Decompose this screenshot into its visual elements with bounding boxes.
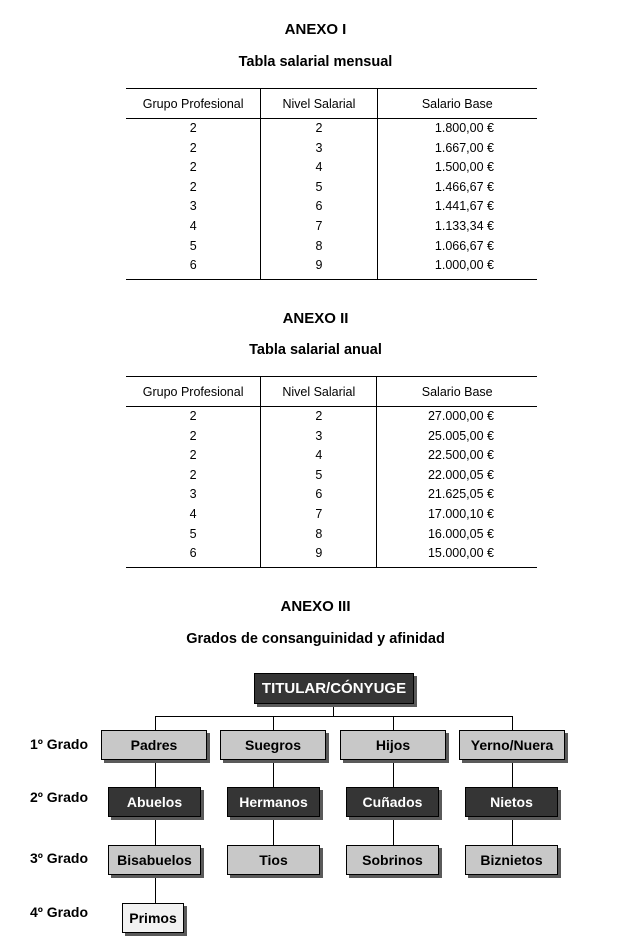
table-row (126, 158, 537, 178)
annex1-title: ANEXO I (284, 21, 347, 38)
node-hijos: Hijos (340, 730, 446, 760)
table-cell: 2 (189, 160, 197, 175)
table-cell: 5 (189, 238, 197, 253)
table-row (126, 178, 537, 198)
table-cell: 7 (261, 505, 377, 525)
table-cell: 4 (261, 158, 377, 178)
table-cell: 16.000,05 € (377, 525, 537, 545)
annex3-title: ANEXO III (280, 598, 351, 615)
node-abuelos: Abuelos (108, 787, 201, 817)
table-cell: 9 (261, 544, 377, 567)
connector-line (155, 817, 156, 845)
kinship-tree (0, 660, 631, 946)
monthly-salary-table (126, 88, 537, 280)
table-cell: 4 (261, 446, 377, 466)
annex2-subtitle: Tabla salarial anual (249, 342, 382, 358)
connector-line (512, 817, 513, 845)
table-cell: 8 (261, 237, 377, 257)
grade-label-1: 1º Grado (30, 736, 89, 752)
table-row (126, 525, 537, 545)
connector-line (273, 760, 274, 787)
node-yerno-nuera: Yerno/Nuera (459, 730, 565, 760)
table-cell: 1.500,00 € (377, 158, 537, 178)
table-row (126, 197, 537, 217)
node-nietos: Nietos (465, 787, 558, 817)
node-bisabuelos: Bisabuelos (108, 845, 201, 875)
table-row (126, 427, 537, 447)
table-cell: 1.466,67 € (377, 178, 537, 198)
table-cell: 1.066,67 € (377, 237, 537, 257)
connector-line (512, 716, 513, 730)
table-cell: 2 (189, 448, 197, 463)
table-cell: 2 (261, 407, 377, 427)
connector-line (512, 760, 513, 787)
connector-line (393, 760, 394, 787)
node-suegros: Suegros (220, 730, 326, 760)
table-cell: 3 (189, 487, 197, 502)
table-cell: 6 (261, 197, 377, 217)
annex1-subtitle: Tabla salarial mensual (238, 54, 393, 70)
table-cell: 2 (189, 428, 197, 443)
table-cell: 1.000,00 € (377, 256, 537, 279)
table-cell: 1.133,34 € (377, 217, 537, 237)
connector-line (393, 817, 394, 845)
node-padres: Padres (101, 730, 207, 760)
column-header: Nivel Salarial (261, 377, 377, 407)
table-cell: 1.667,00 € (377, 139, 537, 159)
table-cell: 5 (261, 466, 377, 486)
table-cell: 2 (189, 121, 197, 135)
table-cell: 21.625,05 € (377, 485, 537, 505)
table-row (126, 237, 537, 257)
node-hermanos: Hermanos (227, 787, 320, 817)
table-cell: 1.800,00 € (377, 119, 537, 139)
table-cell: 17.000,10 € (377, 505, 537, 525)
connector-line (393, 716, 394, 730)
table-cell: 2 (189, 140, 197, 155)
table-row (126, 139, 537, 159)
table-cell: 25.005,00 € (377, 427, 537, 447)
annex3-subtitle: Grados de consanguinidad y afinidad (186, 631, 445, 647)
connector-line (155, 716, 156, 730)
table-cell: 2 (189, 467, 197, 482)
table-cell: 3 (261, 139, 377, 159)
table-row (126, 446, 537, 466)
table-cell: 27.000,00 € (377, 407, 537, 427)
node-biznietos: Biznietos (465, 845, 558, 875)
column-header: Nivel Salarial (261, 89, 377, 119)
table-row (126, 119, 537, 139)
grade-label-3: 3º Grado (30, 850, 89, 866)
table-cell: 22.500,00 € (377, 446, 537, 466)
table-header-row (126, 89, 537, 119)
connector-line (155, 716, 513, 717)
table-cell: 7 (261, 217, 377, 237)
table-cell: 3 (189, 199, 197, 214)
node-tios: Tios (227, 845, 320, 875)
table-row (126, 485, 537, 505)
node-cunados: Cuñados (346, 787, 439, 817)
table-cell: 4 (189, 506, 197, 521)
table-cell: 8 (261, 525, 377, 545)
column-header: Salario Base (377, 89, 537, 119)
grade-label-4: 4º Grado (30, 904, 89, 920)
column-header: Grupo Profesional (126, 89, 261, 119)
table-cell: 4 (189, 218, 197, 233)
table-cell: 6 (126, 256, 261, 279)
table-row (126, 407, 537, 427)
table-cell: 5 (189, 526, 197, 541)
table-cell: 22.000,05 € (377, 466, 537, 486)
table-cell: 5 (261, 178, 377, 198)
column-header: Salario Base (377, 377, 537, 407)
table-cell: 6 (126, 544, 261, 567)
node-sobrinos: Sobrinos (346, 845, 439, 875)
table-header-row (126, 377, 537, 407)
annual-salary-table (126, 376, 537, 568)
table-cell: 15.000,00 € (377, 544, 537, 567)
root-node: TITULAR/CÓNYUGE (254, 673, 414, 704)
connector-line (273, 817, 274, 845)
node-primos: Primos (122, 903, 184, 933)
grade-label-2: 2º Grado (30, 789, 89, 805)
table-cell: 3 (261, 427, 377, 447)
table-cell: 1.441,67 € (377, 197, 537, 217)
connector-line (273, 716, 274, 730)
connector-line (155, 760, 156, 787)
table-cell: 6 (261, 485, 377, 505)
table-row (126, 256, 537, 279)
column-header: Grupo Profesional (126, 377, 261, 407)
table-cell: 9 (261, 256, 377, 279)
table-row (126, 217, 537, 237)
annex2-title: ANEXO II (282, 310, 349, 327)
table-cell: 2 (189, 409, 197, 423)
connector-line (155, 875, 156, 903)
table-cell: 2 (189, 179, 197, 194)
table-row (126, 544, 537, 567)
table-cell: 2 (261, 119, 377, 139)
table-row (126, 505, 537, 525)
table-row (126, 466, 537, 486)
